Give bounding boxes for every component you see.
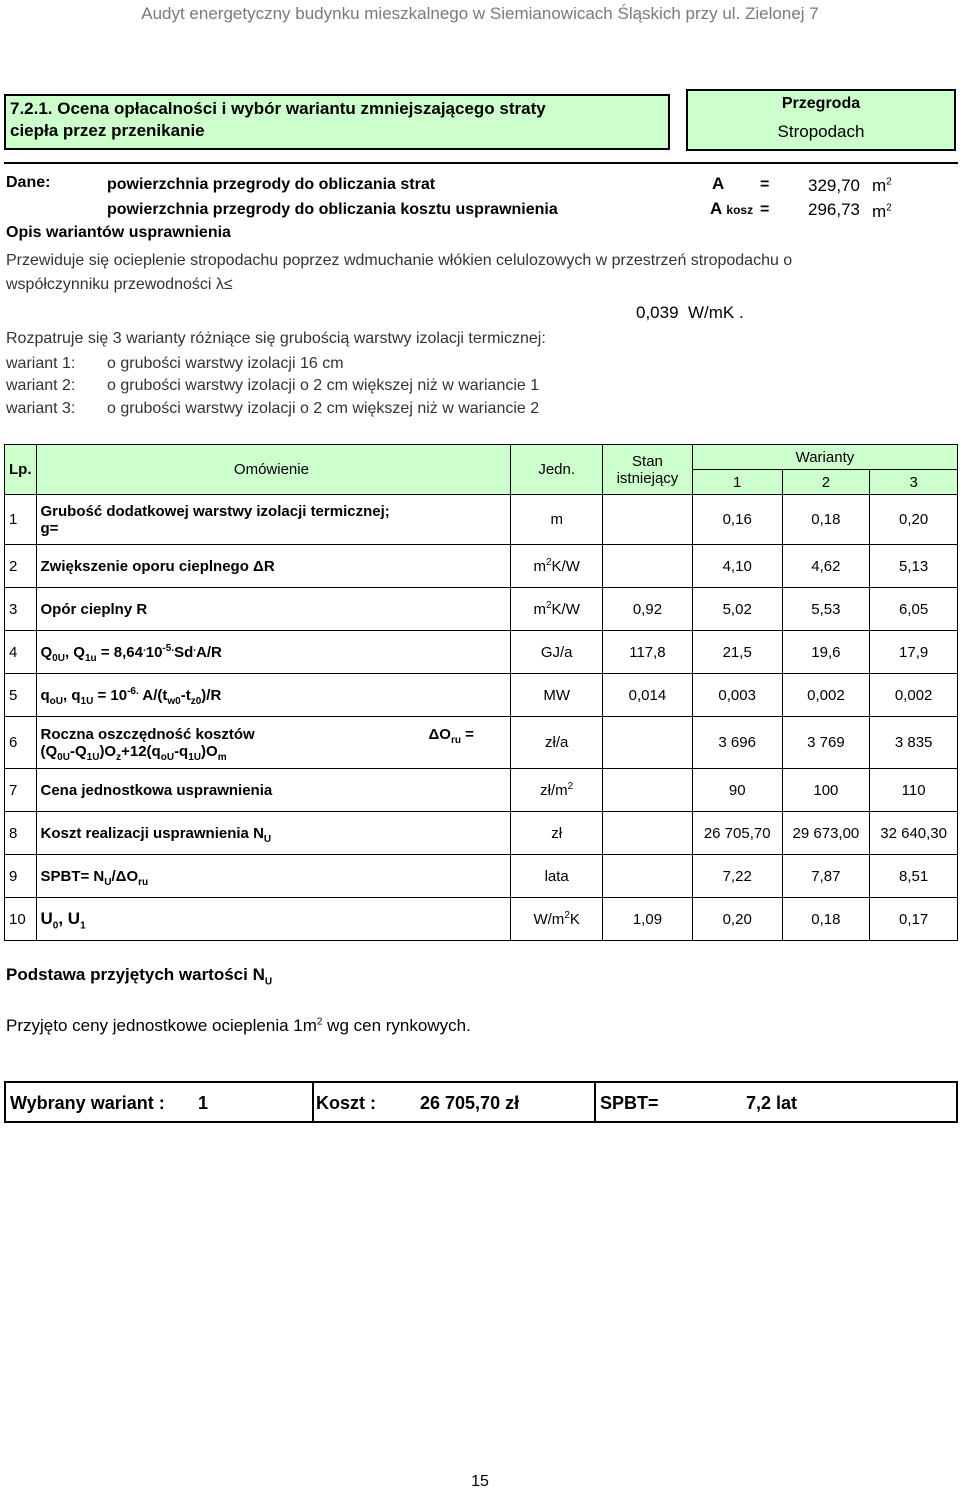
- lambda-value: 0,039: [636, 303, 679, 322]
- unit-m: m: [872, 176, 887, 195]
- row-lp: 7: [5, 769, 37, 812]
- row-desc-line1: Grubość dodatkowej warstwy izolacji termicznej;: [40, 502, 390, 520]
- row-w1: 26 705,70: [692, 812, 782, 855]
- podstawa-title-text: Podstawa przyjętych wartości N: [6, 965, 265, 984]
- row-w2: 0,002: [782, 674, 870, 717]
- section-title-line1: 7.2.1. Ocena opłacalności i wybór wariantu zmniejszającego straty: [10, 99, 546, 118]
- row-lp: 1: [5, 495, 37, 545]
- unit-base: m: [533, 557, 546, 575]
- unit-exp: 2: [564, 909, 570, 921]
- unit-exp: 2: [886, 202, 892, 214]
- row-w2: 29 673,00: [782, 812, 870, 855]
- table-row: [5, 495, 958, 545]
- table-row: [5, 717, 958, 769]
- table-row: [5, 855, 958, 898]
- desc-tail: /ΔO: [111, 867, 139, 885]
- partition-box: [686, 89, 956, 151]
- podstawa-text: [6, 1016, 471, 1036]
- row-lp: 6: [5, 717, 37, 769]
- row-lp: 9: [5, 855, 37, 898]
- row-w3: 5,13: [870, 545, 958, 588]
- dane-row2-value: 296,73: [808, 200, 860, 219]
- row-lp: 3: [5, 588, 37, 631]
- spbt-label: SPBT=: [600, 1093, 659, 1113]
- lambda-unit: W/mK .: [688, 303, 744, 322]
- row-w1: 21,5: [692, 631, 782, 674]
- row-desc: [36, 495, 511, 545]
- row-w1: 3 696: [692, 717, 782, 769]
- row-lp: 5: [5, 674, 37, 717]
- opis-line1: Przewiduje się ocieplenie stropodachu poprzez wdmuchanie włókien celulozowych w przestrzeń stropodachu o: [6, 252, 793, 269]
- row-unit: lata: [511, 855, 603, 898]
- summary-divider: [594, 1083, 596, 1121]
- row-w2: 4,62: [782, 545, 870, 588]
- table-row: [5, 588, 958, 631]
- unit-rest: K: [569, 910, 580, 928]
- spbt-value: 7,2 lat: [746, 1093, 798, 1113]
- row-desc: $q_{oU}$, $q_{1U} = 10^{-6.}$ $A/(t_{w0}-t_{z0})/R$: [36, 674, 511, 717]
- formula-q: Q: [40, 643, 53, 661]
- row-stan: [603, 855, 693, 898]
- row-unit: m: [511, 495, 603, 545]
- podstawa-title-sub: U: [264, 976, 273, 988]
- dane-row1-sym: A: [712, 174, 725, 193]
- row-unit: zł/a: [511, 717, 603, 769]
- podstawa-text-exp: 2: [316, 1016, 323, 1028]
- row-w3: 8,51: [870, 855, 958, 898]
- row-w3: 3 835: [870, 717, 958, 769]
- row-stan: 0,014: [603, 674, 693, 717]
- table-row: [5, 898, 958, 941]
- row-desc-line2: g=: [40, 519, 59, 537]
- section-title-box: [4, 94, 670, 150]
- unit-rest: K/W: [551, 600, 580, 618]
- formula-q: q: [40, 686, 50, 704]
- row-lp: 8: [5, 812, 37, 855]
- row-desc: [36, 855, 511, 898]
- row-lp: 2: [5, 545, 37, 588]
- divider: [4, 162, 958, 164]
- row-w2: 3 769: [782, 717, 870, 769]
- unit-exp: 2: [545, 599, 552, 611]
- variant-1-text: o grubości warstwy izolacji 16 cm: [107, 355, 344, 372]
- summary-box: [4, 1081, 958, 1123]
- dane-row1-eq: =: [760, 176, 770, 193]
- dane-row1-unit: [872, 176, 892, 196]
- row-unit: [511, 769, 603, 812]
- row-stan: [603, 545, 693, 588]
- row-unit: [511, 898, 603, 941]
- sym-a: A: [710, 199, 722, 218]
- row-desc: Cena jednostkowa usprawnienia: [36, 769, 511, 812]
- row-w1: 0,003: [692, 674, 782, 717]
- row-w3: 0,20: [870, 495, 958, 545]
- unit-exp: 2: [886, 176, 892, 188]
- row-desc: [36, 812, 511, 855]
- table-row: [5, 769, 958, 812]
- unit-base: zł/m: [540, 781, 568, 799]
- row-unit: [511, 588, 603, 631]
- header-w3: 3: [870, 470, 958, 495]
- row-stan: [603, 495, 693, 545]
- document-header: Audyt energetyczny budynku mieszkalnego w Siemianowicach Śląskich przy ul. Zielonej 7: [141, 4, 819, 23]
- row-stan: 0,92: [603, 588, 693, 631]
- unit-m: m: [872, 202, 887, 221]
- table-row: [5, 545, 958, 588]
- dane-row2-sym: [710, 199, 753, 219]
- table-row: [5, 812, 958, 855]
- page-number: 15: [471, 1473, 489, 1490]
- row-lp: 10: [5, 898, 37, 941]
- eq-sub: ru: [450, 734, 461, 746]
- row-w3: 0,17: [870, 898, 958, 941]
- desc-tail-sub: ru: [138, 876, 149, 888]
- row-w2: 0,18: [782, 898, 870, 941]
- desc-sub: U: [263, 833, 272, 845]
- row-stan: [603, 769, 693, 812]
- variant-3-text: o grubości warstwy izolacji o 2 cm większej niż w wariancie 2: [107, 400, 540, 417]
- unit-base: W/m: [533, 910, 565, 928]
- dane-row2-unit: [872, 202, 892, 222]
- row-w2: 19,6: [782, 631, 870, 674]
- variant-2-text: o grubości warstwy izolacji o 2 cm większej niż w wariancie 1: [107, 377, 540, 394]
- podstawa-title: [6, 965, 273, 988]
- dane-row2-eq: =: [760, 201, 770, 218]
- row-stan: [603, 812, 693, 855]
- row-unit: MW: [511, 674, 603, 717]
- desc-base: Koszt realizacji usprawnienia N: [40, 824, 264, 842]
- row-w1: 0,20: [692, 898, 782, 941]
- dane-row1-text: powierzchnia przegrody do obliczania strat: [107, 176, 436, 193]
- evaluation-table: [4, 444, 958, 941]
- variant-3-label: wariant 3:: [6, 400, 76, 417]
- row-desc: $Q_{0U}$, $Q_{1u} = 8,64^.10^{-5.}Sd^.A/R$: [36, 631, 511, 674]
- unit-base: m: [533, 600, 546, 618]
- row-w2: 5,53: [782, 588, 870, 631]
- summary-divider: [312, 1083, 314, 1121]
- header-omowienie: Omówienie: [36, 445, 511, 495]
- desc-base: SPBT= N: [40, 867, 105, 885]
- table-row: [5, 674, 958, 717]
- row-desc: Zwiększenie oporu cieplnego ΔR: [36, 545, 511, 588]
- row-unit: [511, 545, 603, 588]
- table-row: [5, 631, 958, 674]
- row-w2: 0,18: [782, 495, 870, 545]
- row-stan: 1,09: [603, 898, 693, 941]
- sym-sub: kosz: [726, 203, 754, 217]
- opis-intro: Rozpatruje się 3 warianty różniące się grubością warstwy izolacji termicznej:: [6, 330, 546, 347]
- row-w1: 4,10: [692, 545, 782, 588]
- header-stan: [603, 445, 693, 495]
- variant-2-label: wariant 2:: [6, 377, 76, 394]
- dane-row2-text: powierzchnia przegrody do obliczania kosztu usprawnienia: [107, 201, 558, 218]
- podstawa-text-2: wg cen rynkowych.: [322, 1016, 471, 1035]
- partition-label: Przegroda: [781, 95, 861, 112]
- row-w2: 7,87: [782, 855, 870, 898]
- eq-base: ΔO: [428, 725, 451, 743]
- row-w3: 0,002: [870, 674, 958, 717]
- header-jedn: Jedn.: [511, 445, 603, 495]
- section-title-line2: ciepła przez przenikanie: [10, 121, 205, 140]
- row-desc-eq: [428, 725, 474, 746]
- partition-value: Stropodach: [777, 122, 865, 141]
- row-lp: 4: [5, 631, 37, 674]
- row-w3: 110: [870, 769, 958, 812]
- row-desc-line1: Roczna oszczędność kosztów: [40, 725, 255, 743]
- cost-value: 26 705,70 zł: [420, 1093, 520, 1113]
- cost-label: Koszt :: [316, 1093, 376, 1113]
- eq-tail: =: [465, 725, 474, 743]
- row-stan: 117,8: [603, 631, 693, 674]
- unit-rest: K/W: [551, 557, 580, 575]
- unit-exp: 2: [545, 556, 552, 568]
- row-unit: GJ/a: [511, 631, 603, 674]
- row-w1: 90: [692, 769, 782, 812]
- unit-exp: 2: [567, 780, 574, 792]
- row-w1: 0,16: [692, 495, 782, 545]
- row-w1: 5,02: [692, 588, 782, 631]
- row-desc: [36, 717, 511, 769]
- row-unit: zł: [511, 812, 603, 855]
- selected-variant-label: Wybrany wariant :: [10, 1093, 165, 1113]
- header-stan-line2: istniejący: [616, 469, 679, 487]
- desc-base: U: [40, 909, 53, 928]
- row-desc: Opór cieplny R: [36, 588, 511, 631]
- header-w2: 2: [782, 470, 870, 495]
- dane-label: Dane:: [6, 174, 51, 191]
- header-stan-line1: Stan: [632, 452, 663, 470]
- opis-title: Opis wariantów usprawnienia: [6, 224, 231, 241]
- row-desc-line2: $(Q_{0U}-Q_{1U})O_z+12(q_{oU}-q_{1U})O_m$: [40, 742, 227, 763]
- row-w3: 17,9: [870, 631, 958, 674]
- dane-row1-value: 329,70: [808, 176, 860, 195]
- row-stan: [603, 717, 693, 769]
- row-w1: 7,22: [692, 855, 782, 898]
- header-w1: 1: [692, 470, 782, 495]
- opis-line2: współczynniku przewodności λ≤: [6, 276, 233, 293]
- desc-sub: U: [104, 876, 112, 888]
- variant-1-label: wariant 1:: [6, 355, 76, 372]
- selected-variant-value: 1: [198, 1093, 209, 1113]
- row-desc: $U_0$, $U_1$: [36, 898, 511, 941]
- header-lp: Lp.: [5, 445, 37, 495]
- row-w3: 32 640,30: [870, 812, 958, 855]
- row-w3: 6,05: [870, 588, 958, 631]
- podstawa-text-1: Przyjęto ceny jednostkowe ocieplenia 1m: [6, 1016, 317, 1035]
- row-w2: 100: [782, 769, 870, 812]
- header-warianty: Warianty: [692, 445, 957, 470]
